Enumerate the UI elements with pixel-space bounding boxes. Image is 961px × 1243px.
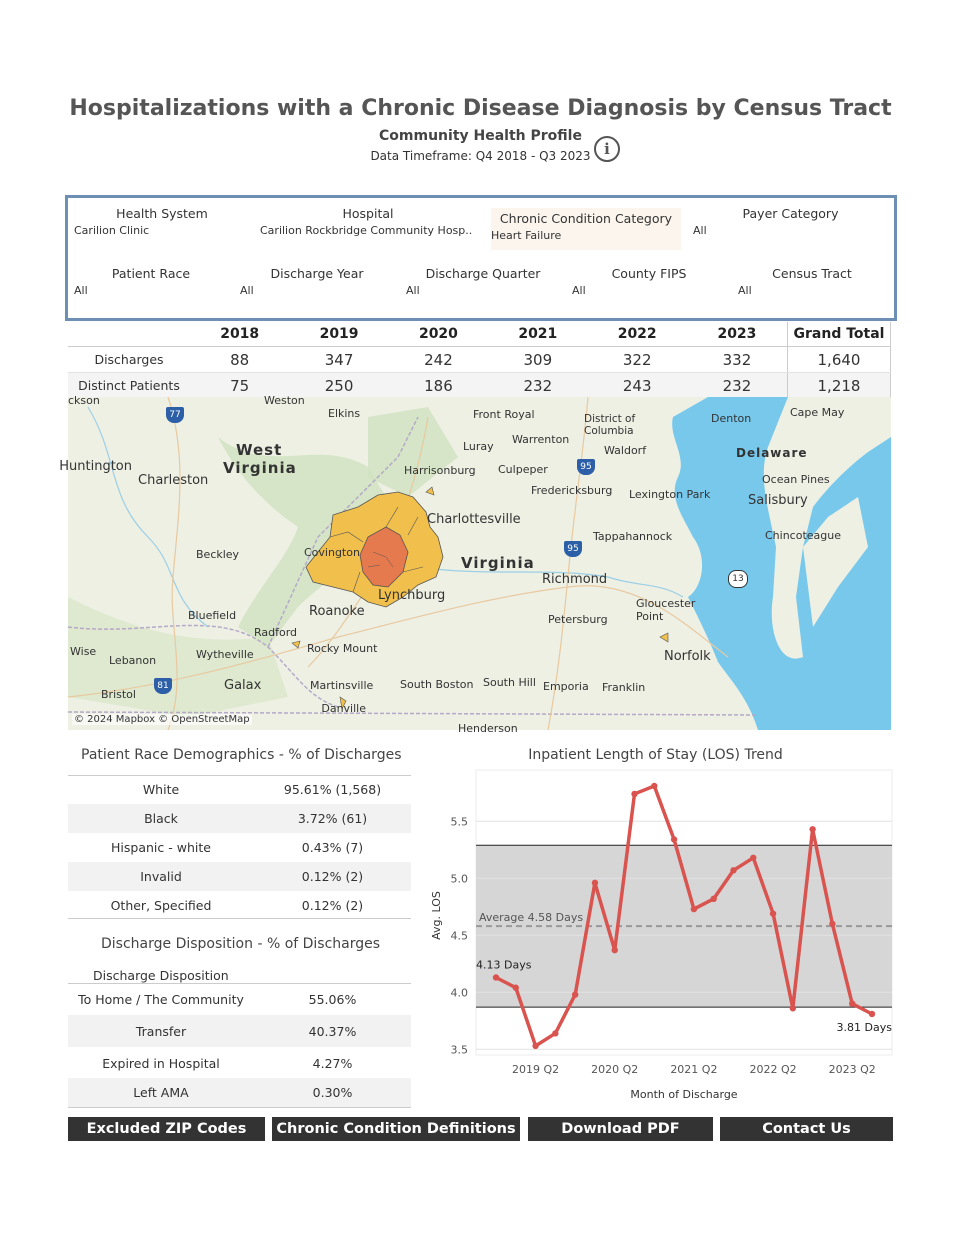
column-header: 2019	[289, 322, 388, 347]
map-place-label: Lebanon	[109, 654, 157, 667]
health-system-label: Health System	[116, 206, 208, 221]
race-row	[68, 804, 411, 833]
map-place-label: Fredericksburg	[531, 484, 613, 497]
chronic-condition-label: Chronic Condition Category	[499, 211, 673, 226]
map-place-label: Harrisonburg	[404, 464, 476, 477]
map-place-label: South Boston	[400, 678, 474, 691]
table-row	[68, 347, 891, 373]
y-tick-label: 3.5	[450, 1043, 468, 1057]
map-place-label: Waldorf	[604, 444, 647, 457]
table-cell-total: 1,218	[788, 373, 891, 399]
table-cell: 309	[488, 347, 587, 373]
map-state-label: Virginia	[223, 459, 297, 477]
highway-shield: 95	[564, 541, 582, 557]
row-label: Distinct Patients	[68, 373, 190, 399]
map-place-label: Salisbury	[748, 493, 808, 508]
map-place-label: Wise	[70, 645, 97, 658]
data-timeframe: Data Timeframe: Q4 2018 - Q3 2023	[370, 149, 591, 163]
y-tick-label: 4.0	[450, 986, 468, 1000]
disposition-row	[68, 985, 411, 1015]
discharge-year-filter[interactable]: All	[240, 284, 254, 297]
map-place-label: Bluefield	[188, 609, 237, 622]
county-fips-label: County FIPS	[611, 266, 687, 281]
race-label: Invalid	[140, 869, 182, 884]
column-header: 2021	[488, 322, 587, 347]
patient-race-label: Patient Race	[111, 266, 191, 281]
los-data-point	[532, 1043, 538, 1049]
map-place-label: Weston	[264, 394, 305, 407]
disposition-row	[68, 1015, 411, 1047]
disposition-row	[68, 1078, 411, 1107]
y-tick-label: 5.0	[450, 872, 468, 886]
page-title: Hospitalizations with a Chronic Disease Diagnosis by Census Tract	[69, 96, 892, 121]
chart-title: Inpatient Length of Stay (LOS) Trend	[528, 747, 783, 763]
map-place-label: Charleston	[138, 473, 209, 488]
x-tick-label: 2021 Q2	[670, 1063, 718, 1076]
los-data-point	[869, 1011, 875, 1017]
filter-panel	[65, 195, 897, 321]
table-cell: 88	[190, 347, 289, 373]
discharge-quarter-filter[interactable]: All	[406, 284, 420, 297]
disposition-row	[68, 1047, 411, 1078]
end-value-label: 3.81 Days	[836, 1020, 892, 1034]
map-state-label: Virginia	[461, 554, 535, 572]
race-row	[68, 775, 411, 804]
map-place-label: Roanoke	[309, 604, 365, 619]
map-place-label: Wytheville	[196, 648, 254, 661]
map-place-label: Luray	[463, 440, 494, 453]
column-header: 2018	[190, 322, 289, 347]
los-data-point	[671, 836, 677, 842]
map-place-label: Radford	[254, 626, 298, 639]
x-tick-label: 2022 Q2	[749, 1063, 797, 1076]
table-cell: 332	[687, 347, 788, 373]
column-header: 2022	[588, 322, 687, 347]
table-row	[68, 373, 891, 399]
map-place-label: Ocean Pines	[762, 473, 830, 486]
highway-shield: 95	[577, 459, 595, 475]
map-place-label: Martinsville	[310, 679, 374, 692]
discharge-year-label: Discharge Year	[270, 266, 364, 281]
highway-shield: 13	[728, 570, 748, 588]
table-cell: 322	[588, 347, 687, 373]
map-place-label: Danville	[321, 702, 366, 715]
table-cell: 347	[289, 347, 388, 373]
chronic-condition-filter[interactable]	[491, 208, 681, 250]
start-value-label: 4.13 Days	[476, 958, 532, 972]
disposition-label: Left AMA	[133, 1085, 189, 1100]
map-place-label: ckson	[68, 394, 100, 407]
table-cell: 75	[190, 373, 289, 399]
table-cell: 250	[289, 373, 388, 399]
map-place-label: Charlottesville	[427, 512, 521, 527]
map-place-label: Emporia	[543, 680, 589, 693]
census-tract-map[interactable]	[59, 394, 891, 735]
los-data-point	[572, 991, 578, 997]
map-state-label: West	[236, 441, 283, 459]
payer-category-label: Payer Category	[742, 206, 839, 221]
summary-table	[68, 322, 891, 399]
highway-shield: 81	[154, 678, 172, 694]
disposition-label: To Home / The Community	[78, 992, 244, 1007]
x-tick-label: 2019 Q2	[512, 1063, 560, 1076]
row-label: Discharges	[68, 347, 190, 373]
highway-shield: 77	[166, 407, 184, 423]
los-data-point	[849, 1001, 855, 1007]
map-place-label: Petersburg	[548, 613, 608, 626]
column-header: 2020	[389, 322, 488, 347]
table-corner	[68, 322, 190, 347]
race-row	[68, 833, 411, 862]
hospital-label: Hospital	[342, 206, 394, 221]
race-value: 3.72% (61)	[297, 811, 368, 826]
table-cell: 243	[588, 373, 687, 399]
los-data-point	[651, 783, 657, 789]
disposition-column-header: Discharge Disposition	[93, 968, 229, 983]
map-place-label: Tappahannock	[593, 530, 673, 543]
race-value: 0.12% (2)	[301, 869, 364, 884]
los-data-point	[770, 910, 776, 916]
discharge-quarter-label: Discharge Quarter	[425, 266, 541, 281]
los-data-point	[513, 985, 519, 991]
x-tick-label: 2020 Q2	[591, 1063, 639, 1076]
x-axis-title: Month of Discharge	[630, 1088, 738, 1101]
los-trend-chart[interactable]	[420, 770, 895, 1110]
map-place-label: Huntington	[59, 459, 132, 474]
map-place-label: Denton	[711, 412, 752, 425]
los-data-point	[750, 855, 756, 861]
race-value: 95.61% (1,568)	[283, 782, 382, 797]
map-place-label: Front Royal	[473, 408, 535, 421]
column-header: 2023	[687, 322, 788, 347]
los-data-point	[493, 974, 499, 980]
map-place-label: Lynchburg	[378, 588, 446, 603]
los-data-point	[829, 921, 835, 927]
download-pdf-button[interactable]: Download PDF	[528, 1117, 713, 1141]
los-data-point	[691, 906, 697, 912]
race-label: Black	[144, 811, 178, 826]
y-tick-label: 4.5	[450, 929, 468, 943]
map-place-label: Rocky Mount	[307, 642, 378, 655]
los-data-point	[612, 947, 618, 953]
page-subtitle: Community Health Profile	[379, 128, 582, 144]
los-data-point	[790, 1005, 796, 1011]
map-place-label: Lexington Park	[629, 488, 711, 501]
disposition-value: 0.30%	[312, 1085, 353, 1100]
table-cell: 186	[389, 373, 488, 399]
race-row	[68, 862, 411, 891]
map-place-label: Chincoteague	[765, 529, 842, 542]
health-system-filter[interactable]: Carilion Clinic	[74, 224, 150, 237]
map-place-label: Gloucester Point	[636, 597, 696, 623]
map-place-label: Beckley	[196, 548, 240, 561]
map-place-label: Covington	[304, 546, 360, 559]
los-data-point	[631, 791, 637, 797]
hospital-filter[interactable]: Carilion Rockbridge Community Hosp..	[260, 224, 473, 237]
table-cell: 232	[488, 373, 587, 399]
map-place-label: Galax	[224, 678, 262, 693]
map-place-label: Bristol	[101, 688, 136, 701]
disposition-label: Transfer	[135, 1024, 187, 1039]
map-attribution[interactable]: © 2024 Mapbox © OpenStreetMap	[74, 714, 250, 725]
disposition-value: 4.27%	[312, 1056, 353, 1071]
info-icon[interactable]: i	[594, 136, 620, 162]
average-label: Average 4.58 Days	[479, 911, 584, 925]
map-place-label: Norfolk	[664, 649, 711, 664]
los-data-point	[710, 896, 716, 902]
map-state-label: Delaware	[736, 446, 808, 460]
map-place-label: Franklin	[602, 681, 646, 694]
table-cell: 242	[389, 347, 488, 373]
map-place-label: Warrenton	[512, 433, 570, 446]
map-place-label: District of Columbia	[584, 413, 636, 437]
chronic-condition-definitions-button[interactable]: Chronic Condition Definitions	[272, 1117, 520, 1141]
race-section-title: Patient Race Demographics - % of Discharges	[81, 747, 402, 763]
divider	[68, 1107, 411, 1108]
los-data-point	[809, 826, 815, 832]
map-place-label: Elkins	[328, 407, 361, 420]
disposition-value: 40.37%	[308, 1024, 357, 1039]
census-tract-label: Census Tract	[772, 266, 852, 281]
contact-us-button[interactable]: Contact Us	[720, 1117, 893, 1141]
chronic-condition-value: Heart Failure	[491, 229, 562, 242]
table-cell: 232	[687, 373, 788, 399]
disposition-section-title: Discharge Disposition - % of Discharges	[101, 936, 381, 952]
map-place-label: Henderson	[458, 722, 518, 735]
divider	[68, 918, 411, 919]
map-place-label: Cape May	[790, 406, 845, 419]
y-tick-label: 5.5	[450, 815, 468, 829]
race-label: Other, Specified	[110, 898, 212, 913]
los-data-point	[592, 880, 598, 886]
divider	[68, 983, 411, 984]
y-axis-title: Avg. LOS	[430, 891, 443, 940]
disposition-label: Expired in Hospital	[102, 1056, 220, 1071]
x-tick-label: 2023 Q2	[828, 1063, 876, 1076]
race-row	[68, 891, 411, 920]
race-label: Hispanic - white	[111, 840, 211, 855]
map-place-label: South Hill	[483, 676, 536, 689]
los-data-point	[730, 867, 736, 873]
column-header-grand-total: Grand Total	[788, 322, 891, 347]
census-tract-filter[interactable]: All	[738, 284, 752, 297]
map-place-label: Culpeper	[498, 463, 548, 476]
excluded-zip-codes-button[interactable]: Excluded ZIP Codes	[68, 1117, 265, 1141]
map-place-label: Richmond	[542, 572, 608, 587]
disposition-value: 55.06%	[308, 992, 357, 1007]
table-cell-total: 1,640	[788, 347, 891, 373]
race-value: 0.43% (7)	[301, 840, 364, 855]
patient-race-filter[interactable]: All	[74, 284, 88, 297]
race-value: 0.12% (2)	[301, 898, 364, 913]
payer-category-filter[interactable]: All	[693, 224, 707, 237]
los-data-point	[552, 1030, 558, 1036]
county-fips-filter[interactable]: All	[572, 284, 586, 297]
race-label: White	[142, 782, 180, 797]
